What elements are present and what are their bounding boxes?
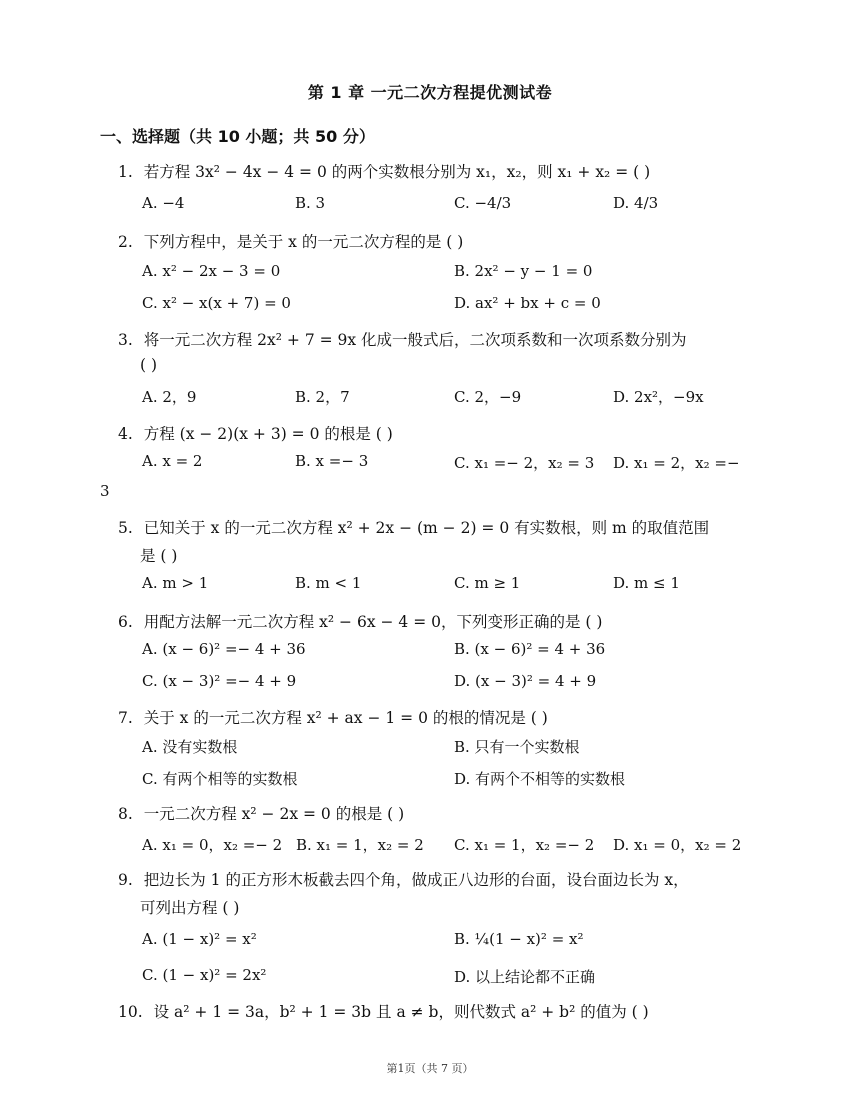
- page-footer: 第1页（共 7 页）: [386, 1062, 474, 1075]
- option-d: D. 2x²，−9x: [613, 388, 704, 406]
- question-stem: 方程 (x − 2)(x + 3) = 0 的根是 ( ): [143, 425, 393, 443]
- question-stem: 将一元二次方程 2x² + 7 = 9x 化成一般式后，二次项系数和一次项系数分别为: [143, 331, 687, 349]
- question-stem: 设 a² + 1 = 3a，b² + 1 = 3b 且 a ≠ b，则代数式 a² + b² 的值为 ( ): [153, 1003, 649, 1021]
- option-a: A. (x − 6)² =− 4 + 36: [142, 640, 306, 658]
- question-stem: 关于 x 的一元二次方程 x² + ax − 1 = 0 的根的情况是 ( ): [143, 709, 548, 727]
- option-d: D. 有两个不相等的实数根: [454, 770, 626, 788]
- option-b: B. x =− 3: [295, 452, 369, 470]
- question-4: [118, 422, 393, 444]
- question-2: [118, 230, 463, 252]
- option-b: B. ¼(1 − x)² = x²: [454, 930, 584, 948]
- question-stem: 用配方法解一元二次方程 x² − 6x − 4 = 0，下列变形正确的是 ( ): [143, 613, 603, 631]
- question-number: 3.: [118, 331, 133, 349]
- question-stem: 若方程 3x² − 4x − 4 = 0 的两个实数根分别为 x₁，x₂，则 x₁ + x₂ = ( ): [143, 163, 651, 181]
- question-number: 10.: [118, 1003, 143, 1021]
- option-a: A. x = 2: [142, 452, 203, 470]
- option-c: C. (1 − x)² = 2x²: [142, 966, 267, 984]
- option-d: D. m ≤ 1: [613, 574, 680, 592]
- option-c: C. x₁ =− 2，x₂ = 3: [454, 454, 595, 472]
- option-a: A. 2，9: [142, 388, 197, 406]
- question-stem-continued: 可列出方程 ( ): [140, 899, 240, 917]
- question-number: 2.: [118, 233, 133, 251]
- option-d: D. 4/3: [613, 194, 659, 212]
- question-stem-continued: ( ): [140, 356, 158, 374]
- question-1: [118, 160, 650, 182]
- option-b: B. 2x² − y − 1 = 0: [454, 262, 593, 280]
- question-6: [118, 610, 602, 632]
- question-number: 1.: [118, 163, 133, 181]
- question-5: [118, 516, 709, 538]
- option-a: A. x² − 2x − 3 = 0: [142, 262, 281, 280]
- option-d: D. (x − 3)² = 4 + 9: [454, 672, 597, 690]
- question-number: 6.: [118, 613, 133, 631]
- option-c: C. 2，−9: [454, 388, 522, 406]
- question-stem: 已知关于 x 的一元二次方程 x² + 2x − (m − 2) = 0 有实数根，则 m 的取值范围: [143, 519, 710, 537]
- option-a: A. m > 1: [142, 574, 209, 592]
- option-b: B. m < 1: [295, 574, 362, 592]
- option-d-wrap: 3: [100, 482, 110, 500]
- question-number: 8.: [118, 805, 133, 823]
- option-b: B. 2，7: [295, 388, 350, 406]
- question-8: [118, 802, 404, 824]
- page-title: 第 1 章 一元二次方程提优测试卷: [307, 83, 553, 102]
- question-3: [118, 328, 687, 350]
- question-number: 5.: [118, 519, 133, 537]
- option-c: C. 有两个相等的实数根: [142, 770, 298, 788]
- option-a: A. 没有实数根: [142, 738, 238, 756]
- question-number: 4.: [118, 425, 133, 443]
- section-heading: 一、选择题（共 10 小题；共 50 分）: [100, 127, 375, 146]
- option-d: D. 以上结论都不正确: [454, 968, 596, 986]
- option-b: B. x₁ = 1，x₂ = 2: [296, 836, 424, 854]
- question-stem: 一元二次方程 x² − 2x = 0 的根是 ( ): [143, 805, 405, 823]
- question-10: [118, 1000, 649, 1022]
- option-c: C. x₁ = 1，x₂ =− 2: [454, 836, 595, 854]
- question-stem-continued: 是 ( ): [140, 547, 178, 565]
- option-d: D. x₁ = 0，x₂ = 2: [613, 836, 742, 854]
- option-c: C. −4/3: [454, 194, 512, 212]
- question-stem: 把边长为 1 的正方形木板截去四个角，做成正八边形的台面，设台面边长为 x，: [143, 871, 689, 889]
- question-7: [118, 706, 548, 728]
- option-b: B. 只有一个实数根: [454, 738, 580, 756]
- question-stem: 下列方程中，是关于 x 的一元二次方程的是 ( ): [143, 233, 464, 251]
- question-9: [118, 868, 689, 890]
- option-c: C. m ≥ 1: [454, 574, 521, 592]
- option-a: A. (1 − x)² = x²: [142, 930, 257, 948]
- option-b: B. (x − 6)² = 4 + 36: [454, 640, 606, 658]
- option-d: D. ax² + bx + c = 0: [454, 294, 601, 312]
- question-number: 7.: [118, 709, 133, 727]
- option-c: C. x² − x(x + 7) = 0: [142, 294, 291, 312]
- option-a: A. −4: [142, 194, 185, 212]
- question-number: 9.: [118, 871, 133, 889]
- option-c: C. (x − 3)² =− 4 + 9: [142, 672, 297, 690]
- option-d: D. x₁ = 2，x₂ =−: [613, 454, 740, 472]
- option-a: A. x₁ = 0，x₂ =− 2: [142, 836, 283, 854]
- option-b: B. 3: [295, 194, 326, 212]
